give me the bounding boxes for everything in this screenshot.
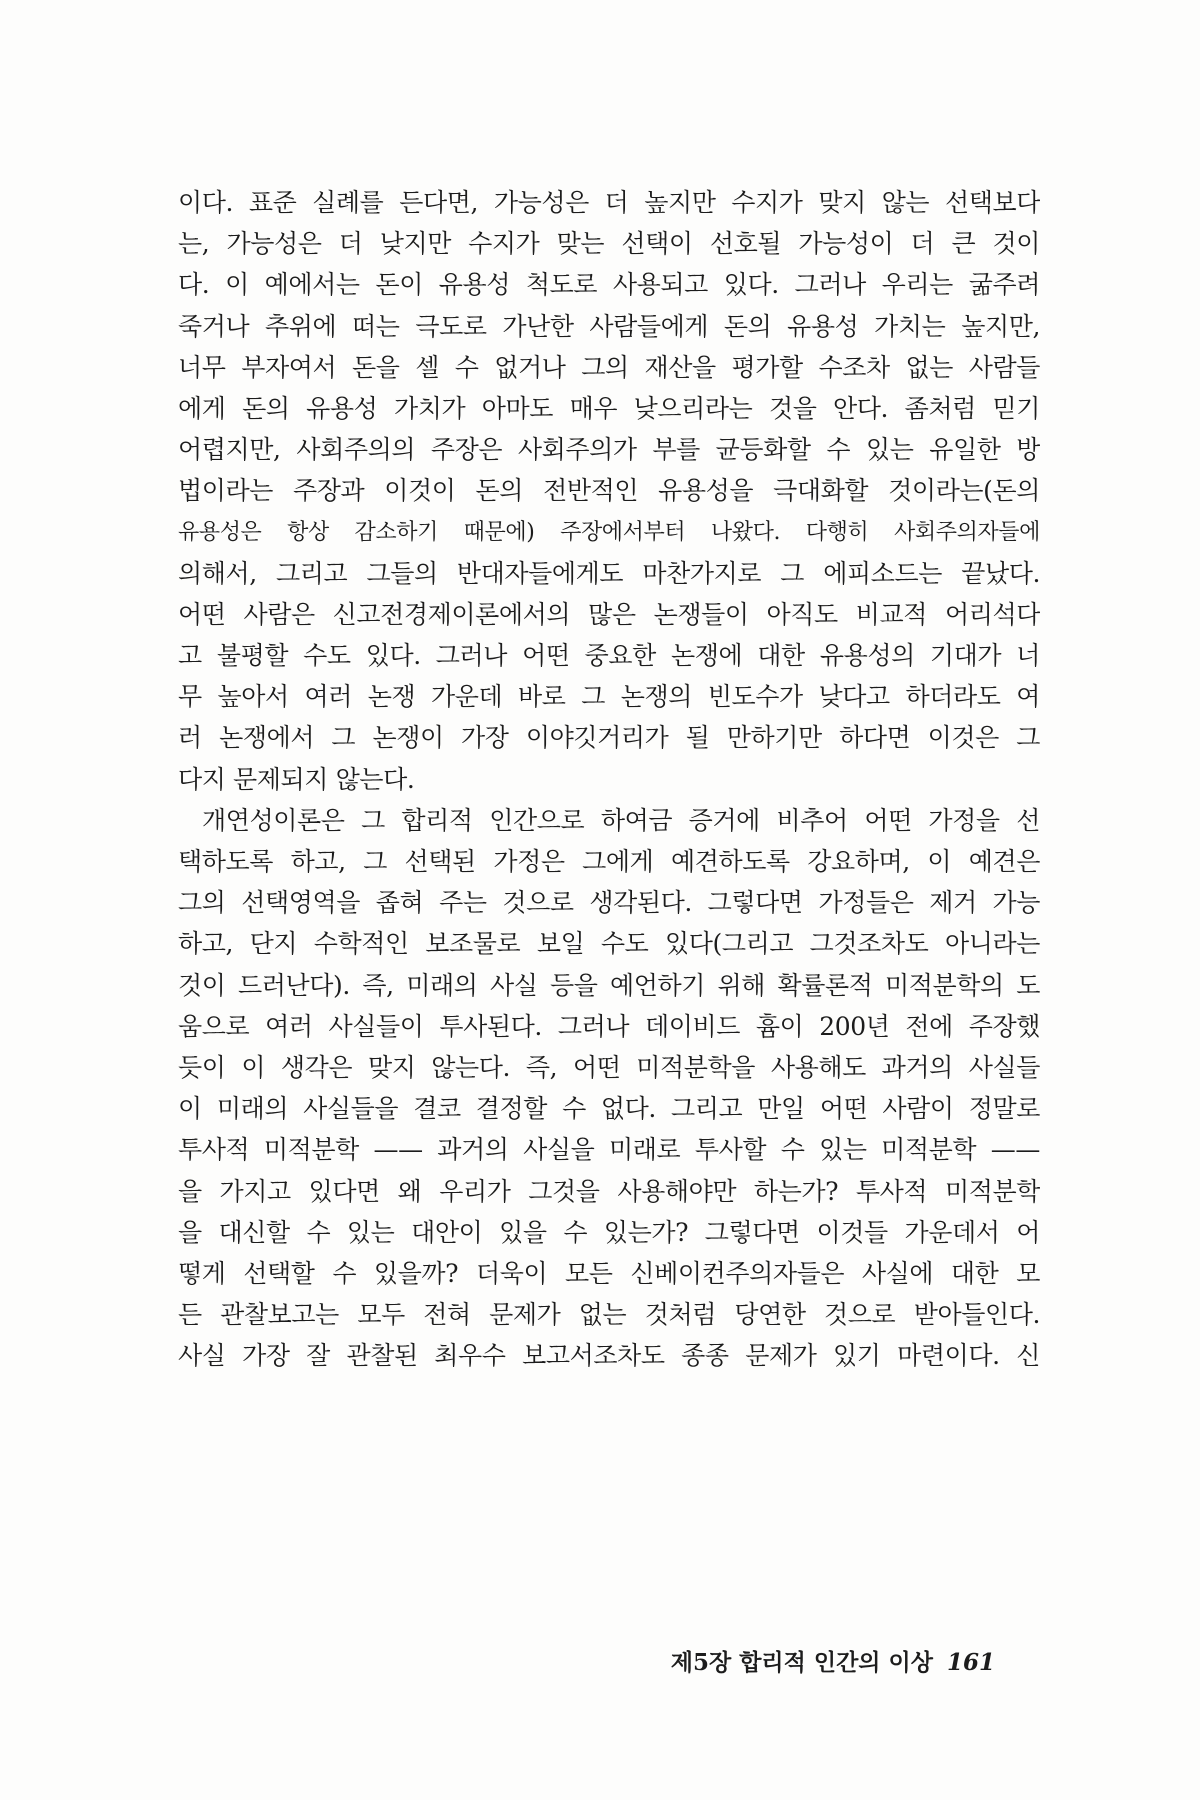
text-line: 사실 가장 잘 관찰된 최우수 보고서조차도 종종 문제가 있기 마련이다. 신 bbox=[178, 1341, 1040, 1371]
text-line: 는, 가능성은 더 낮지만 수지가 맞는 선택이 선호될 가능성이 더 큰 것이 bbox=[178, 229, 1040, 259]
text-line: 법이라는 주장과 이것이 돈의 전반적인 유용성을 극대화할 것이라는(돈의 bbox=[178, 476, 1040, 506]
text-line: 움으로 여러 사실들이 투사된다. 그러나 데이비드 흄이 200년 전에 주장했 bbox=[178, 1011, 1040, 1041]
text-line: 택하도록 하고, 그 선택된 가정은 그에게 예견하도록 강요하며, 이 예견은 bbox=[178, 847, 1040, 876]
text-line: 그의 선택영역을 좁혀 주는 것으로 생각된다. 그렇다면 가정들은 제거 가능 bbox=[178, 888, 1040, 918]
text-line: 무 높아서 여러 논쟁 가운데 바로 그 논쟁의 빈도수가 낮다고 하더라도 여 bbox=[178, 682, 1040, 712]
text-line: 다지 문제되지 않는다. bbox=[178, 764, 415, 794]
text-line: 것이 드러난다). 즉, 미래의 사실 등을 예언하기 위해 확률론적 미적분학의 도 bbox=[178, 970, 1040, 1000]
text-line: 어렵지만, 사회주의의 주장은 사회주의가 부를 균등화할 수 있는 유일한 방 bbox=[178, 435, 1040, 465]
text-line: 어떤 사람은 신고전경제이론에서의 많은 논쟁들이 아직도 비교적 어리석다 bbox=[178, 599, 1040, 629]
running-head: 제5장 합리적 인간의 이상 bbox=[670, 1649, 933, 1676]
text-line: 을 대신할 수 있는 대안이 있을 수 있는가? 그렇다면 이것들 가운데서 어 bbox=[178, 1217, 1040, 1247]
text-line: 개연성이론은 그 합리적 인간으로 하여금 증거에 비추어 어떤 가정을 선 bbox=[202, 805, 1040, 835]
text-line: 떻게 선택할 수 있을까? 더욱이 모든 신베이컨주의자들은 사실에 대한 모 bbox=[178, 1258, 1040, 1288]
text-line: 러 논쟁에서 그 논쟁이 가장 이야깃거리가 될 만하기만 하다면 이것은 그 bbox=[178, 723, 1040, 753]
text-line: 든 관찰보고는 모두 전혀 문제가 없는 것처럼 당연한 것으로 받아들인다. bbox=[178, 1300, 1040, 1330]
text-line: 유용성은 항상 감소하기 때문에) 주장에서부터 나왔다. 다행히 사회주의자들에 bbox=[178, 519, 1040, 545]
text-line: 다. 이 예에서는 돈이 유용성 척도로 사용되고 있다. 그러나 우리는 굶주려 bbox=[178, 270, 1040, 300]
text-line: 하고, 단지 수학적인 보조물로 보일 수도 있다(그리고 그것조차도 아니라는 bbox=[178, 929, 1040, 959]
text-line: 이 미래의 사실들을 결코 결정할 수 없다. 그리고 만일 어떤 사람이 정말로 bbox=[178, 1094, 1040, 1124]
page-number: 161 bbox=[946, 1649, 995, 1676]
text-line: 죽거나 추위에 떠는 극도로 가난한 사람들에게 돈의 유용성 가치는 높지만, bbox=[178, 311, 1040, 341]
text-line: 너무 부자여서 돈을 셀 수 없거나 그의 재산을 평가할 수조차 없는 사람들 bbox=[178, 352, 1040, 382]
text-line: 투사적 미적분학 —— 과거의 사실을 미래로 투사할 수 있는 미적분학 —— bbox=[178, 1135, 1040, 1165]
text-line: 에게 돈의 유용성 가치가 아마도 매우 낮으리라는 것을 안다. 좀처럼 믿기 bbox=[178, 393, 1040, 423]
text-line: 의해서, 그리고 그들의 반대자들에게도 마찬가지로 그 에피소드는 끝났다. bbox=[178, 558, 1040, 588]
text-line: 을 가지고 있다면 왜 우리가 그것을 사용해야만 하는가? 투사적 미적분학 bbox=[178, 1176, 1040, 1206]
page-footer bbox=[671, 1644, 995, 1677]
text-line: 듯이 이 생각은 맞지 않는다. 즉, 어떤 미적분학을 사용해도 과거의 사실들 bbox=[178, 1052, 1040, 1082]
text-line: 고 불평할 수도 있다. 그러나 어떤 중요한 논쟁에 대한 유용성의 기대가 너 bbox=[178, 641, 1040, 671]
text-line: 이다. 표준 실례를 든다면, 가능성은 더 높지만 수지가 맞지 않는 선택보다 bbox=[178, 188, 1040, 217]
body-text bbox=[178, 182, 1040, 1376]
